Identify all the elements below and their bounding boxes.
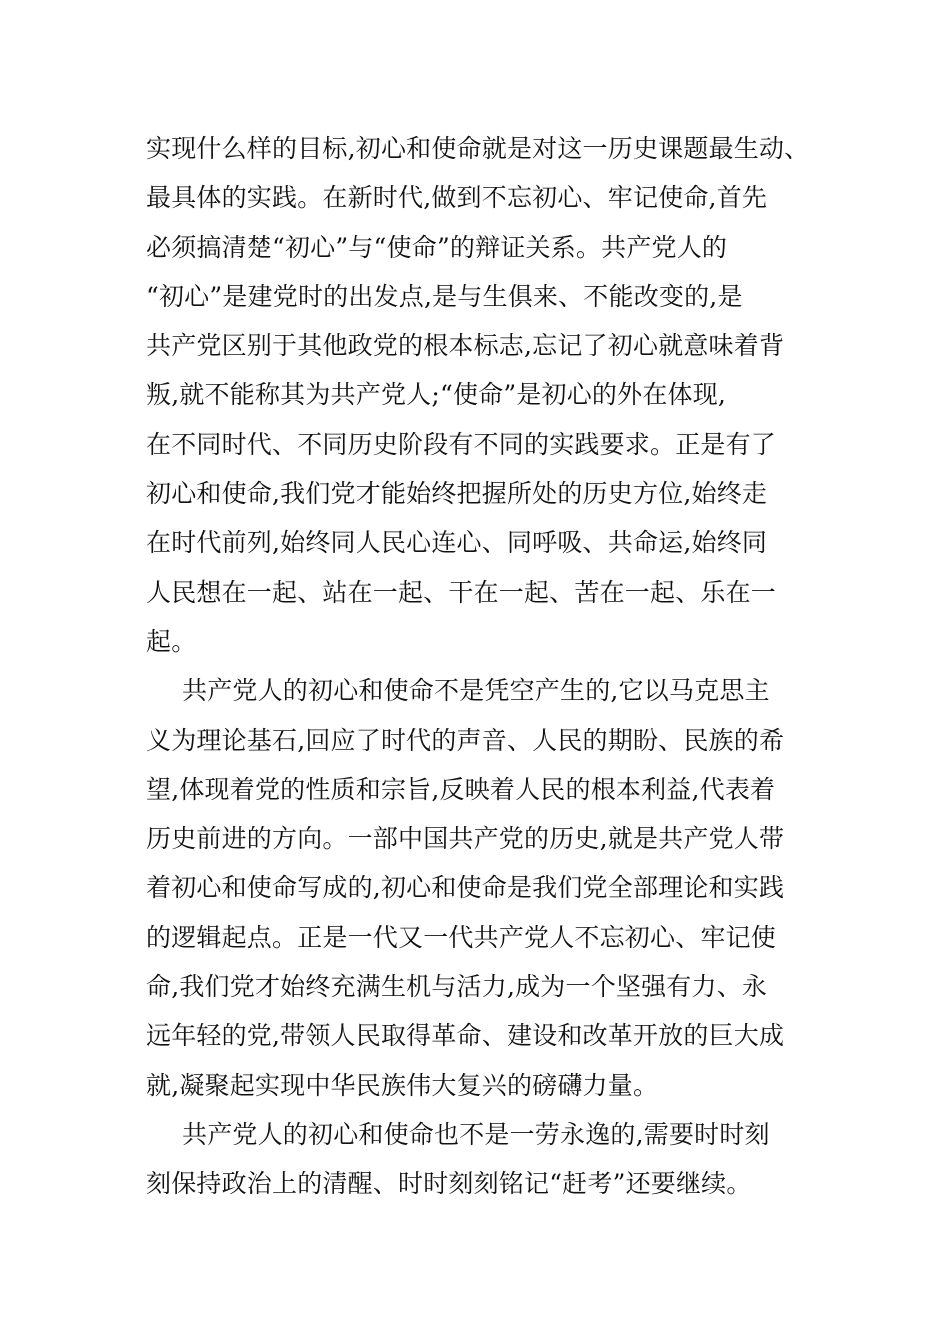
text-line: 实现什么样的目标,初心和使命就是对这一历史课题最生动、 bbox=[146, 134, 810, 163]
text-line: 在不同时代、不同历史阶段有不同的实践要求。正是有了 bbox=[146, 429, 777, 459]
text-line: 义为理论基石,回应了时代的声音、人民的期盼、民族的希 bbox=[146, 725, 785, 755]
paragraph-3 bbox=[146, 1110, 826, 1209]
text-line: 的逻辑起点。正是一代又一代共产党人不忘初心、牢记使 bbox=[146, 922, 777, 952]
text-line: 刻保持政治上的清醒、时时刻刻铭记“赶考”还要继续。 bbox=[146, 1169, 752, 1199]
text-line: 叛,就不能称其为共产党人;“使命”是初心的外在体现, bbox=[146, 380, 727, 410]
text-line: 望,体现着党的性质和宗旨,反映着人民的根本利益,代表着 bbox=[146, 774, 776, 804]
text-line: 着初心和使命写成的,初心和使命是我们党全部理论和实践 bbox=[146, 873, 785, 903]
text-line: 就,凝聚起实现中华民族伟大复兴的磅礴力量。 bbox=[146, 1070, 659, 1100]
text-line: 最具体的实践。在新时代,做到不忘初心、牢记使命,首先 bbox=[146, 183, 768, 213]
text-line: 起。 bbox=[146, 626, 197, 656]
text-line-indented: 共产党人的初心和使命也不是一劳永逸的,需要时时刻 bbox=[182, 1119, 770, 1149]
text-line: 初心和使命,我们党才能始终把握所处的历史方位,始终走 bbox=[146, 479, 768, 509]
text-line: 历史前进的方向。一部中国共产党的历史,就是共产党人带 bbox=[146, 824, 785, 854]
paragraph-1 bbox=[146, 124, 826, 666]
text-line: 在时代前列,始终同人民心连心、同呼吸、共命运,始终同 bbox=[146, 528, 768, 558]
text-line-indented: 共产党人的初心和使命不是凭空产生的,它以马克思主 bbox=[182, 676, 770, 706]
text-line: 远年轻的党,带领人民取得革命、建设和改革开放的巨大成 bbox=[146, 1021, 785, 1051]
text-line: 人民想在一起、站在一起、干在一起、苦在一起、乐在一 bbox=[146, 577, 777, 607]
text-line: 必须搞清楚“初心”与“使命”的辩证关系。共产党人的 bbox=[146, 232, 728, 262]
text-line: 命,我们党才始终充满生机与活力,成为一个坚强有力、永 bbox=[146, 972, 768, 1002]
text-line: 共产党区别于其他政党的根本标志,忘记了初心就意味着背 bbox=[146, 331, 785, 361]
paragraph-2 bbox=[146, 666, 826, 1110]
text-line: “初心”是建党时的出发点,是与生俱来、不能改变的,是 bbox=[146, 281, 743, 311]
document-body bbox=[146, 124, 826, 1209]
